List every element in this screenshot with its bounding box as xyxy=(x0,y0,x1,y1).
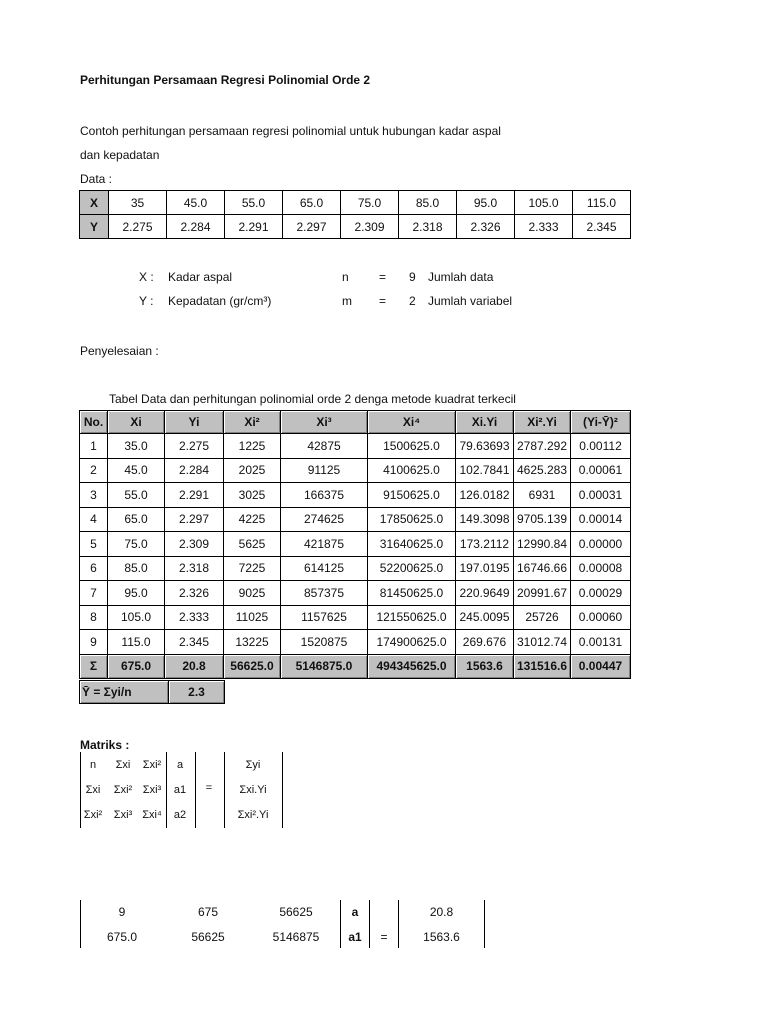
table-cell: 2 xyxy=(80,458,108,483)
table-cell: 421875 xyxy=(281,532,368,557)
y-header: Y xyxy=(80,215,109,239)
table-cell: 126.0182 xyxy=(456,483,514,508)
unknown-a: a xyxy=(176,759,184,771)
table-cell: 7225 xyxy=(224,556,281,581)
table-cell: 11025 xyxy=(224,605,281,630)
computation-table xyxy=(79,410,631,679)
column-header: Xi³ xyxy=(281,411,368,434)
data-row-x xyxy=(80,191,631,215)
column-header: Xi² xyxy=(224,411,281,434)
table-cell: 2.318 xyxy=(165,556,224,581)
data-table xyxy=(79,190,631,239)
table-cell: 149.3098 xyxy=(456,507,514,532)
matrix-cell: Σxi xyxy=(85,784,101,796)
y-value: 2.275 xyxy=(109,215,167,239)
y-value: 2.326 xyxy=(457,215,515,239)
matrix-label: Matriks : xyxy=(80,738,130,752)
x-value: 75.0 xyxy=(341,191,399,215)
m-symbol: m xyxy=(342,294,352,308)
m-description: Jumlah variabel xyxy=(428,294,513,308)
intro-line-1: Contoh perhitungan persamaan regresi polinomial untuk hubungan kadar aspal xyxy=(80,124,501,138)
x-value: 55.0 xyxy=(225,191,283,215)
table-cell: 13225 xyxy=(224,630,281,655)
table-cell: 4625.283 xyxy=(514,458,571,483)
matrix-cell: Σxi² xyxy=(113,784,133,796)
table-cell: 269.676 xyxy=(456,630,514,655)
column-header: No. xyxy=(80,411,108,434)
table-cell: 2.297 xyxy=(165,507,224,532)
table-cell: 0.00008 xyxy=(571,556,631,581)
y-description: Kepadatan (gr/cm³) xyxy=(168,294,272,308)
table-cell: 95.0 xyxy=(108,581,165,606)
table-cell: 166375 xyxy=(281,483,368,508)
rhs-cell: Σxi².Yi xyxy=(237,809,269,821)
table-cell: 173.2112 xyxy=(456,532,514,557)
x-header: X xyxy=(80,191,109,215)
table-row xyxy=(80,507,631,532)
x-value: 105.0 xyxy=(515,191,573,215)
table-cell: 857375 xyxy=(281,581,368,606)
y-value: 2.284 xyxy=(167,215,225,239)
column-header: (Yi-Ȳ)² xyxy=(571,411,631,434)
table-cell: 6 xyxy=(80,556,108,581)
table-cell: 174900625.0 xyxy=(368,630,456,655)
column-header: Yi xyxy=(165,411,224,434)
table-cell: 5625 xyxy=(224,532,281,557)
matrix-cell: 5146875 xyxy=(272,930,320,944)
table-row xyxy=(80,556,631,581)
n-value: 9 xyxy=(409,270,416,284)
table-cell: 3 xyxy=(80,483,108,508)
n-equals: = xyxy=(379,270,387,284)
y-value: 2.297 xyxy=(283,215,341,239)
table-cell: 16746.66 xyxy=(514,556,571,581)
unknown-a1: a1 xyxy=(348,930,362,944)
table-cell: 9 xyxy=(80,630,108,655)
table-cell: 0.00031 xyxy=(571,483,631,508)
table-cell: 0.00112 xyxy=(571,434,631,459)
matrix-cell: 675.0 xyxy=(106,930,138,944)
table-cell: 0.00061 xyxy=(571,458,631,483)
sum-cell: 131516.6 xyxy=(514,654,571,679)
table-cell: 12990.84 xyxy=(514,532,571,557)
x-value: 35 xyxy=(109,191,167,215)
table-cell: 0.00060 xyxy=(571,605,631,630)
table-cell: 81450625.0 xyxy=(368,581,456,606)
table-cell: 65.0 xyxy=(108,507,165,532)
x-value: 65.0 xyxy=(283,191,341,215)
table-cell: 9150625.0 xyxy=(368,483,456,508)
matrix-cell: 56625 xyxy=(279,905,313,919)
unknown-a2: a2 xyxy=(173,809,187,821)
table-cell: 121550625.0 xyxy=(368,605,456,630)
document-title: Perhitungan Persamaan Regresi Polinomial Orde 2 xyxy=(80,73,371,87)
table-cell: 0.00014 xyxy=(571,507,631,532)
m-equals: = xyxy=(379,294,387,308)
matrix-cell: Σxi⁴ xyxy=(142,809,162,821)
table-cell: 0.00131 xyxy=(571,630,631,655)
table-cell: 7 xyxy=(80,581,108,606)
table-cell: 614125 xyxy=(281,556,368,581)
rhs-cell: 20.8 xyxy=(429,905,454,919)
unknown-a1: a1 xyxy=(173,784,187,796)
table-cell: 25726 xyxy=(514,605,571,630)
table-cell: 9705.139 xyxy=(514,507,571,532)
table-cell: 2.284 xyxy=(165,458,224,483)
table-cell: 1500625.0 xyxy=(368,434,456,459)
table-row xyxy=(80,458,631,483)
rhs-bracket-right xyxy=(484,900,485,948)
matrix-cell: 9 xyxy=(118,905,126,919)
table-cell: 20991.67 xyxy=(514,581,571,606)
table-cell: 5 xyxy=(80,532,108,557)
table-cell: 52200625.0 xyxy=(368,556,456,581)
matrix-cell: Σxi³ xyxy=(142,784,162,796)
table-header-row xyxy=(80,411,631,434)
table-cell: 8 xyxy=(80,605,108,630)
unknown-a: a xyxy=(351,905,359,919)
y-symbol: Y : xyxy=(139,294,154,308)
table-cell: 2787.292 xyxy=(514,434,571,459)
table-row xyxy=(80,483,631,508)
n-description: Jumlah data xyxy=(428,270,494,284)
table-cell: 75.0 xyxy=(108,532,165,557)
table-cell: 1157625 xyxy=(281,605,368,630)
column-header: Xi xyxy=(108,411,165,434)
solution-label: Penyelesaian : xyxy=(80,344,159,358)
table-row xyxy=(80,605,631,630)
ybar-value: 2.3 xyxy=(169,681,225,704)
table-cell: 91125 xyxy=(281,458,368,483)
x-description: Kadar aspal xyxy=(168,270,233,284)
matrix-cell: Σxi² xyxy=(142,759,162,771)
table-cell: 274625 xyxy=(281,507,368,532)
x-value: 45.0 xyxy=(167,191,225,215)
x-value: 115.0 xyxy=(573,191,631,215)
rhs-cell: Σyi xyxy=(245,759,261,771)
table-cell: 4 xyxy=(80,507,108,532)
y-value: 2.309 xyxy=(341,215,399,239)
rhs-cell: Σxi.Yi xyxy=(239,784,267,796)
table-row xyxy=(80,532,631,557)
matrix-bracket-left xyxy=(80,900,81,948)
sum-cell: 1563.6 xyxy=(456,654,514,679)
table-cell: 31640625.0 xyxy=(368,532,456,557)
table-cell: 2.333 xyxy=(165,605,224,630)
data-row-y xyxy=(80,215,631,239)
n-symbol: n xyxy=(342,270,349,284)
table-cell: 102.7841 xyxy=(456,458,514,483)
table-cell: 42875 xyxy=(281,434,368,459)
table-cell: 220.9649 xyxy=(456,581,514,606)
table-cell: 1225 xyxy=(224,434,281,459)
table-cell: 4225 xyxy=(224,507,281,532)
table-cell: 105.0 xyxy=(108,605,165,630)
table-cell: 0.00029 xyxy=(571,581,631,606)
equals-sign: = xyxy=(380,930,388,944)
matrix-cell: Σxi xyxy=(115,759,131,771)
column-header: Xi.Yi xyxy=(456,411,514,434)
table-caption: Tabel Data dan perhitungan polinomial orde 2 denga metode kuadrat terkecil xyxy=(109,392,516,406)
sum-cell: 0.00447 xyxy=(571,654,631,679)
y-value: 2.318 xyxy=(399,215,457,239)
sum-cell: 5146875.0 xyxy=(281,654,368,679)
table-cell: 79.63693 xyxy=(456,434,514,459)
intro-line-2: dan kepadatan xyxy=(80,148,160,162)
x-value: 95.0 xyxy=(457,191,515,215)
table-cell: 1520875 xyxy=(281,630,368,655)
table-cell: 2.275 xyxy=(165,434,224,459)
sum-symbol: Σ xyxy=(80,654,108,679)
rhs-cell: 1563.6 xyxy=(423,930,460,944)
table-cell: 4100625.0 xyxy=(368,458,456,483)
table-cell: 2.326 xyxy=(165,581,224,606)
matrix-cell: Σxi² xyxy=(83,809,103,821)
y-value: 2.291 xyxy=(225,215,283,239)
table-cell: 115.0 xyxy=(108,630,165,655)
m-value: 2 xyxy=(409,294,416,308)
table-cell: 245.0095 xyxy=(456,605,514,630)
matrix-cell: Σxi³ xyxy=(113,809,133,821)
table-cell: 31012.74 xyxy=(514,630,571,655)
table-row xyxy=(80,630,631,655)
ybar-label: Ȳ = Σyi/n xyxy=(80,681,169,704)
column-header: Xi².Yi xyxy=(514,411,571,434)
x-value: 85.0 xyxy=(399,191,457,215)
sum-cell: 494345625.0 xyxy=(368,654,456,679)
y-value: 2.345 xyxy=(573,215,631,239)
matrix-cell: 675 xyxy=(197,905,219,919)
table-cell: 197.0195 xyxy=(456,556,514,581)
table-cell: 85.0 xyxy=(108,556,165,581)
table-cell: 9025 xyxy=(224,581,281,606)
data-label: Data : xyxy=(80,172,113,186)
x-symbol: X : xyxy=(139,270,154,284)
table-cell: 17850625.0 xyxy=(368,507,456,532)
matrix-cell: 56625 xyxy=(191,930,225,944)
rhs-bracket-right xyxy=(282,752,283,828)
sum-row xyxy=(80,654,631,679)
sum-cell: 675.0 xyxy=(108,654,165,679)
table-cell: 6931 xyxy=(514,483,571,508)
table-row xyxy=(80,581,631,606)
table-cell: 2.345 xyxy=(165,630,224,655)
table-cell: 55.0 xyxy=(108,483,165,508)
column-header: Xi⁴ xyxy=(368,411,456,434)
table-cell: 35.0 xyxy=(108,434,165,459)
table-cell: 2025 xyxy=(224,458,281,483)
sum-cell: 20.8 xyxy=(165,654,224,679)
sum-cell: 56625.0 xyxy=(224,654,281,679)
matrix-cell: n xyxy=(89,759,97,771)
table-cell: 45.0 xyxy=(108,458,165,483)
ybar-table xyxy=(79,680,225,704)
table-cell: 3025 xyxy=(224,483,281,508)
table-cell: 0.00000 xyxy=(571,532,631,557)
table-cell: 1 xyxy=(80,434,108,459)
table-cell: 2.291 xyxy=(165,483,224,508)
y-value: 2.333 xyxy=(515,215,573,239)
table-row xyxy=(80,434,631,459)
table-cell: 2.309 xyxy=(165,532,224,557)
equals-sign: = xyxy=(205,782,213,794)
